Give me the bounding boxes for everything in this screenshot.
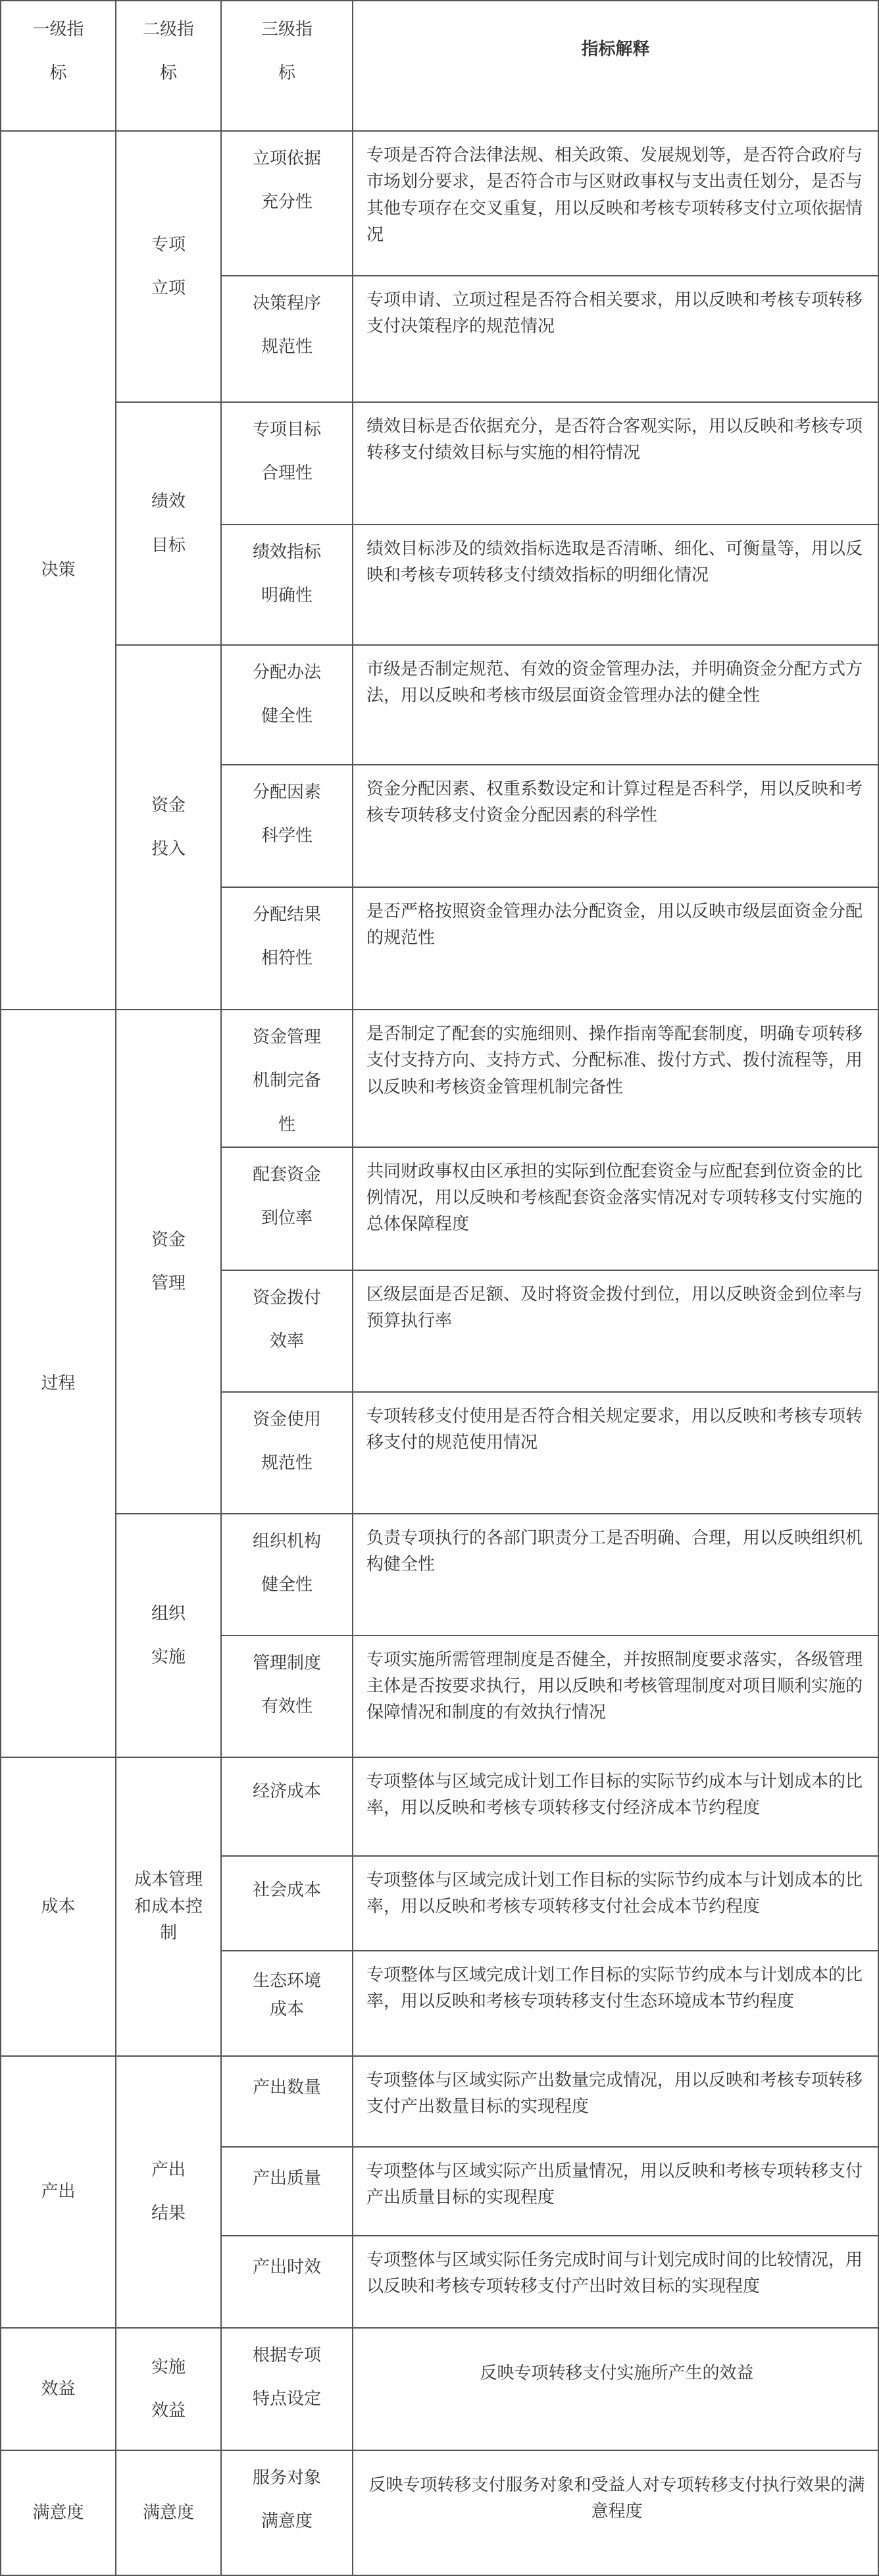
table-row xyxy=(1,2450,878,2575)
indicator-name: 产出时效 xyxy=(221,2236,353,2328)
indicator-desc: 专项整体与区域完成计划工作目标的实际节约成本与计划成本的比率，用以反映和考核专项转移支付经济成本节约程度 xyxy=(353,1757,878,1856)
indicator-name: 分配结果相符性 xyxy=(221,887,353,1010)
group-cell-chengben: 成本 xyxy=(1,1757,116,2056)
indicator-name: 绩效指标明确性 xyxy=(221,525,353,645)
subgroup-cell-zuzhi-shishi: 组织实施 xyxy=(116,1514,221,1757)
indicator-name: 社会成本 xyxy=(221,1856,353,1951)
indicator-desc: 专项转移支付使用是否符合相关规定要求，用以反映和考核专项转移支付的规范使用情况 xyxy=(353,1392,878,1514)
indicator-desc: 专项整体与区域实际产出质量情况，用以反映和考核专项转移支付产出质量目标的实现程度 xyxy=(353,2147,878,2236)
indicator-name: 服务对象满意度 xyxy=(221,2450,353,2575)
indicator-desc: 市级是否制定规范、有效的资金管理办法，并明确资金分配方式方法，用以反映和考核市级层面资金管理办法的健全性 xyxy=(353,645,878,765)
indicator-name: 组织机构健全性 xyxy=(221,1514,353,1636)
indicator-desc: 专项整体与区域完成计划工作目标的实际节约成本与计划成本的比率，用以反映和考核专项转移支付生态环境成本节约程度 xyxy=(353,1951,878,2056)
group-cell-chanchu: 产出 xyxy=(1,2056,116,2328)
indicator-desc: 共同财政事权由区承担的实际到位配套资金与应配套到位资金的比例情况，用以反映和考核配套资金落实情况对专项转移支付实施的总体保障程度 xyxy=(353,1147,878,1270)
indicator-name: 管理制度有效性 xyxy=(221,1636,353,1757)
table-row xyxy=(1,402,878,525)
indicator-desc: 资金分配因素、权重系数设定和计算过程是否科学，用以反映和考核专项转移支付资金分配因素的科学性 xyxy=(353,765,878,887)
indicator-desc: 专项整体与区域完成计划工作目标的实际节约成本与计划成本的比率，用以反映和考核专项转移支付社会成本节约程度 xyxy=(353,1856,878,1951)
indicator-desc: 专项整体与区域实际产出数量完成情况，用以反映和考核专项转移支付产出数量目标的实现程度 xyxy=(353,2056,878,2147)
indicator-name: 分配因素科学性 xyxy=(221,765,353,887)
indicator-desc: 绩效目标是否依据充分，是否符合客观实际，用以反映和考核专项转移支付绩效目标与实施的相符情况 xyxy=(353,402,878,525)
subgroup-cell-zijin-touru: 资金投入 xyxy=(116,645,221,1010)
indicator-name: 资金拨付效率 xyxy=(221,1270,353,1392)
indicator-name: 资金管理机制完备性 xyxy=(221,1010,353,1147)
indicator-name: 专项目标合理性 xyxy=(221,402,353,525)
table-row xyxy=(1,2056,878,2147)
header-level2: 二级指标 xyxy=(116,1,221,131)
subgroup-cell-manyidu: 满意度 xyxy=(116,2450,221,2575)
table-row xyxy=(1,645,878,765)
table-row xyxy=(1,1514,878,1636)
header-level1: 一级指标 xyxy=(1,1,116,131)
subgroup-cell-shishi-xiaoyi: 实施效益 xyxy=(116,2328,221,2450)
group-cell-manyidu: 满意度 xyxy=(1,2450,116,2575)
indicator-desc: 专项申请、立项过程是否符合相关要求，用以反映和考核专项转移支付决策程序的规范情况 xyxy=(353,276,878,402)
subgroup-cell-jixiao-mubiao: 绩效目标 xyxy=(116,402,221,645)
header-row xyxy=(1,1,878,131)
indicator-desc: 是否制定了配套的实施细则、操作指南等配套制度，明确专项转移支付支持方向、支持方式、分配标准、拨付方式、拨付流程等，用以反映和考核资金管理机制完备性 xyxy=(353,1010,878,1147)
indicator-name: 生态环境成本 xyxy=(221,1951,353,2056)
indicator-desc: 反映专项转移支付实施所产生的效益 xyxy=(353,2328,878,2450)
indicator-desc: 专项实施所需管理制度是否健全，并按照制度要求落实，各级管理主体是否按要求执行，用以反映和考核管理制度对项目顺利实施的保障情况和制度的有效执行情况 xyxy=(353,1636,878,1757)
indicator-name: 根据专项特点设定 xyxy=(221,2328,353,2450)
indicator-name: 产出数量 xyxy=(221,2056,353,2147)
indicator-desc: 是否严格按照资金管理办法分配资金，用以反映市级层面资金分配的规范性 xyxy=(353,887,878,1010)
subgroup-cell-chanchu-jieguo: 产出结果 xyxy=(116,2056,221,2328)
indicator-name: 资金使用规范性 xyxy=(221,1392,353,1514)
group-cell-xiaoyi: 效益 xyxy=(1,2328,116,2450)
table-row xyxy=(1,1757,878,1856)
indicator-name: 立项依据充分性 xyxy=(221,131,353,276)
group-cell-juece: 决策 xyxy=(1,131,116,1010)
indicator-name: 分配办法健全性 xyxy=(221,645,353,765)
indicator-desc: 专项是否符合法律法规、相关政策、发展规划等，是否符合政府与市场划分要求，是否符合市与区财政事权与支出责任划分，是否与其他专项存在交叉重复，用以反映和考核专项转移支付立项依据情况 xyxy=(353,131,878,276)
indicator-desc: 专项整体与区域实际任务完成时间与计划完成时间的比较情况，用以反映和考核专项转移支付产出时效目标的实现程度 xyxy=(353,2236,878,2328)
indicator-name: 产出质量 xyxy=(221,2147,353,2236)
indicator-name: 决策程序规范性 xyxy=(221,276,353,402)
table-row xyxy=(1,1010,878,1147)
indicator-desc: 负责专项执行的各部门职责分工是否明确、合理，用以反映组织机构健全性 xyxy=(353,1514,878,1636)
subgroup-cell-zhuanxiang-lixiang: 专项立项 xyxy=(116,131,221,402)
table-row xyxy=(1,131,878,276)
indicator-name: 经济成本 xyxy=(221,1757,353,1856)
indicator-desc: 反映专项转移支付服务对象和受益人对专项转移支付执行效果的满意程度 xyxy=(353,2450,878,2575)
indicator-desc: 绩效目标涉及的绩效指标选取是否清晰、细化、可衡量等，用以反映和考核专项转移支付绩效指标的明细化情况 xyxy=(353,525,878,645)
indicator-name: 配套资金到位率 xyxy=(221,1147,353,1270)
header-level3: 三级指标 xyxy=(221,1,353,131)
indicator-desc: 区级层面是否足额、及时将资金拨付到位，用以反映资金到位率与预算执行率 xyxy=(353,1270,878,1392)
subgroup-cell-zijin-guanli: 资金管理 xyxy=(116,1010,221,1514)
header-explanation: 指标解释 xyxy=(353,1,878,131)
group-cell-guocheng: 过程 xyxy=(1,1010,116,1757)
subgroup-cell-chengben-guanli: 成本管理和成本控制 xyxy=(116,1757,221,2056)
table-row xyxy=(1,2328,878,2450)
